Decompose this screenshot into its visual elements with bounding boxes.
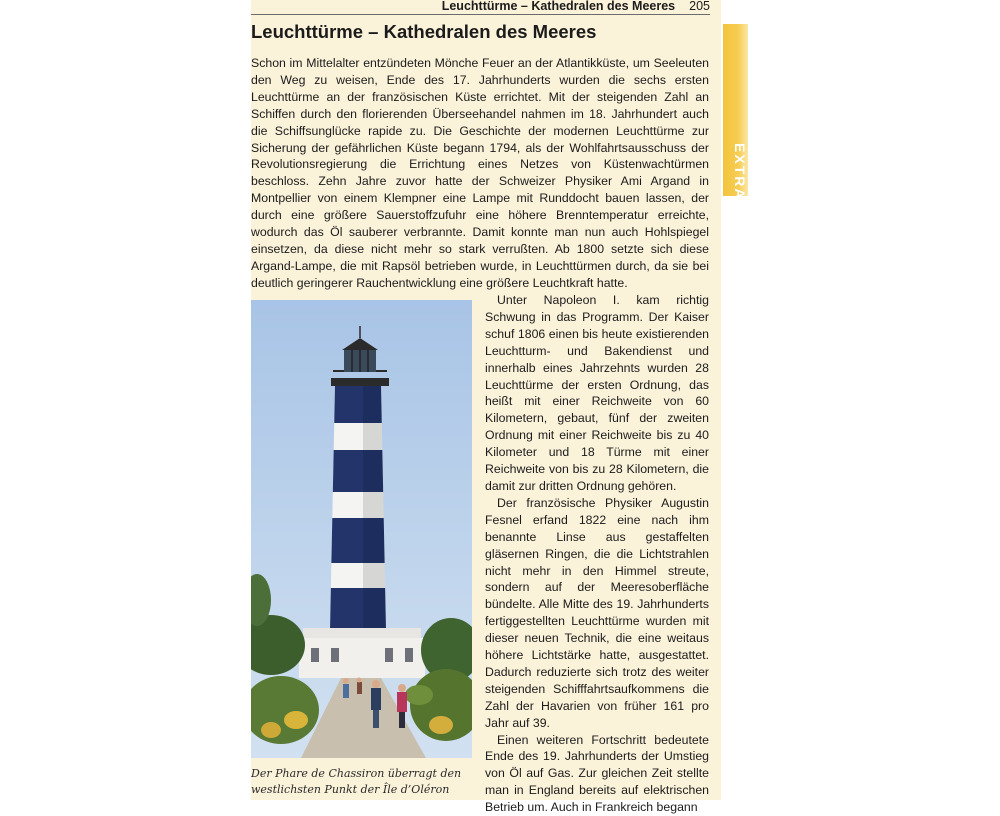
intro-paragraph: Schon im Mittelalter entzündeten Mönche Feuer an der Atlantikküste, um Seeleuten den Weg zu weisen, Ende des 17. Jahrhunderts wurden die sechs ersten Leuchttürme an der französischen Küste errichtet. Mit der steigenden Zahl an Schiffen durch den florierenden Überseehandel nahmen im 18. Jahrhundert auch die Schiffsunglücke rapide zu. Die Geschichte der modernen Leuchttürme zur Sicherung der gefährlichen Küste begann 1794, als der Wohlfahrtsausschuss der Revolutionsregierung die Errichtung eines Netzes von Küstenwachtürmen beschloss. Zehn Jahre zuvor hatte der Schweizer Physiker Ami Argand in Montpellier von einem Klempner eine Lampe mit Runddocht bauen lassen, der durch eine größere Sauerstoffzufuhr eine höhere Brenntemperatur erreichte, wodurch das Öl sauberer verbrannte. Damit konnte man nun auch Hohlspiegel einsetzen, da diese nicht mehr so stark verrußten. Ab 1800 setzte sich diese Argand-Lampe, die mit Rapsöl betrieben wurde, in Leuchttürmen durch, da sie bei deutlich geringerer Rauchentwicklung eine größere Leuchtkraft hatte. (251, 56, 709, 290)
paragraph-gas: Einen weiteren Fortschritt bedeutete Ende des 19. Jahrhunderts der Umstieg von Öl auf Gas. Zur gleichen Zeit stellte man in England bereits auf elektrischen Betrieb um. Auch in Frankreich begann (485, 732, 709, 815)
photo-caption: Der Phare de Chassiron überragt den westlichsten Punkt der Île d’Oléron (251, 767, 462, 796)
paragraph-fresnel: Der französische Physiker Augustin Fesnel erfand 1822 eine nach ihm benannte Linse aus gestaffelten gläsernen Ringen, die die Lichtstrahlen nicht mehr in den Himmel streute, sondern auf der Meeresoberfläche bündelte. Alle Mitte des 19. Jahrhunderts fertiggestellten Leuchttürme wurden mit dieser neuen Technik, die eine weitaus höhere Lichtstärke hatte, ausgestattet. Dadurch reduzierte sich trotz des weiter steigenden Schifffahrtsaufkommens die Zahl der Havarien von früher 161 pro Jahr auf 39. (485, 495, 709, 730)
running-header (251, 0, 710, 15)
extra-side-tab-label: EXTRA (732, 143, 748, 201)
page-number: 205 (689, 0, 710, 13)
paragraph-napoleon: Unter Napoleon I. kam richtig Schwung in das Programm. Der Kaiser schuf 1806 einen bis heute existierenden Leuchtturm- und Bakendienst und innerhalb eines Jahrzehnts wurden 28 Leuchttürme der ersten Ordnung, das heißt mit einer Reichweite von 60 Kilometern, gebaut, fünf der zweiten Ordnung mit einer Reichweite bis zu 40 Kilometer und 18 Türme mit einer Reichweite von bis zu 28 Kilometern, die damit zur dritten Ordnung gehören. (485, 293, 709, 493)
right-column-text (485, 292, 709, 816)
lighthouse-photo (251, 300, 472, 758)
running-title: Leuchttürme – Kathedralen des Meeres (441, 0, 676, 13)
article-title: Leuchttürme – Kathedralen des Meeres (251, 21, 597, 42)
book-page (251, 0, 721, 815)
